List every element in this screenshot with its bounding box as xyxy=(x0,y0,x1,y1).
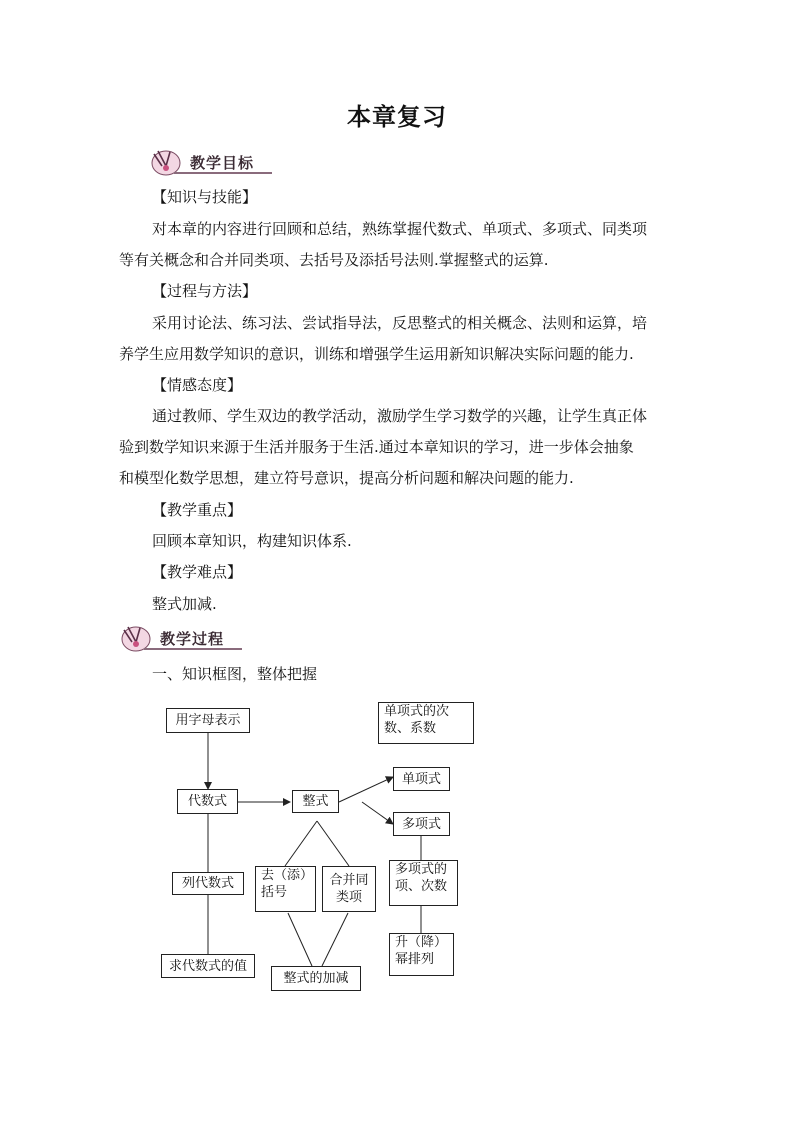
box-remove-line1: 去（添） xyxy=(261,868,314,883)
connector-remove-to-addsub xyxy=(288,913,312,966)
box-mono-deg-line1: 单项式的次 xyxy=(384,704,450,719)
knowledge-text-1: 对本章的内容进行回顾和总结，熟练掌握代数式、单项式、多项式、同类项 xyxy=(152,220,648,238)
section-label: 教学目标 xyxy=(190,154,255,172)
attitude-text-1: 通过教师、学生双边的教学活动，激励学生学习数学的兴趣，让学生真正体 xyxy=(152,407,648,425)
box-order xyxy=(389,933,454,976)
section-label: 教学过程 xyxy=(160,630,225,648)
process-text-2: 养学生应用数学知识的意识，训练和增强学生运用新知识解决实际问题的能力. xyxy=(119,345,634,363)
box-eval: 求代数式的值 xyxy=(161,954,255,978)
knowledge-heading: 【知识与技能】 xyxy=(152,188,258,206)
box-order-line1: 升（降） xyxy=(395,935,448,950)
attitude-text-3: 和模型化数学思想，建立符号意识，提高分析问题和解决问题的能力. xyxy=(119,469,574,487)
step-heading: 一、知识框图，整体把握 xyxy=(152,665,318,683)
box-combine-line2: 类项 xyxy=(335,890,362,905)
box-algebraic: 代数式 xyxy=(177,789,238,814)
connector-integral-to-remove xyxy=(285,821,317,866)
connector-integral-to-monomial xyxy=(339,777,393,802)
difficulty-text: 整式加减. xyxy=(152,595,217,613)
focus-text: 回顾本章知识，构建知识体系. xyxy=(152,532,352,550)
box-polynomial: 多项式 xyxy=(393,812,450,836)
box-poly-terms-line1: 多项式的 xyxy=(395,862,448,877)
attitude-text-2: 验到数学知识来源于生活并服务于生活.通过本章知识的学习，进一步体会抽象 xyxy=(119,438,634,456)
box-remove-brackets xyxy=(255,866,316,912)
connector-integral-to-combine xyxy=(317,821,349,866)
box-list-expr: 列代数式 xyxy=(172,872,244,895)
difficulty-heading: 【教学难点】 xyxy=(152,563,243,581)
box-letters: 用字母表示 xyxy=(166,708,250,733)
box-combine-line1: 合并同 xyxy=(329,873,369,888)
box-polynomial-terms xyxy=(389,860,458,906)
connector-integral-to-polynomial xyxy=(362,802,393,824)
box-combine-like-terms xyxy=(322,866,376,912)
box-order-line2: 幂排列 xyxy=(395,952,435,967)
box-mono-deg-line2: 数、系数 xyxy=(384,721,437,736)
box-add-sub: 整式的加减 xyxy=(271,966,361,991)
attitude-heading: 【情感态度】 xyxy=(152,376,243,394)
focus-heading: 【教学重点】 xyxy=(152,501,243,519)
process-heading: 【过程与方法】 xyxy=(152,282,258,300)
process-text-1: 采用讨论法、练习法、尝试指导法，反思整式的相关概念、法则和运算，培 xyxy=(152,314,648,332)
box-remove-line2: 括号 xyxy=(261,885,288,900)
box-poly-terms-line2: 项、次数 xyxy=(395,879,448,894)
connector-combine-to-addsub xyxy=(322,913,348,966)
page-title: 本章复习 xyxy=(347,102,447,131)
box-monomial: 单项式 xyxy=(393,767,450,791)
box-monomial-degree xyxy=(378,702,474,744)
box-integral: 整式 xyxy=(292,790,339,813)
knowledge-text-2: 等有关概念和合并同类项、去括号及添括号法则.掌握整式的运算. xyxy=(119,251,549,269)
